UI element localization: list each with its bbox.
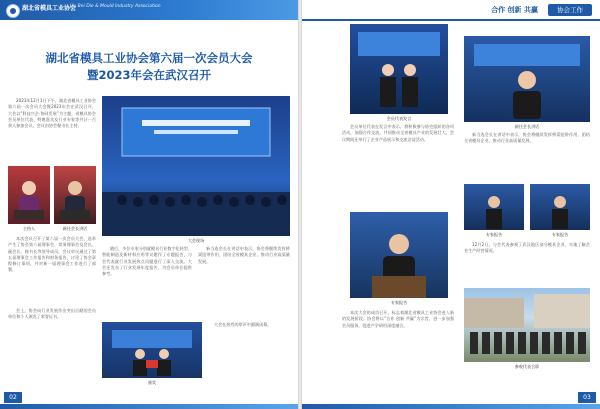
speaker-figure-icon — [464, 184, 524, 230]
article-column-1b: 本次会议召开了第六届一次会员大会，选举产生了协会第六届理事会、常务理事会及会长、副会长、秘书长等领导成员。会议审议通过了第五届理事会工作报告和财务报告，讨论了协会章程修订事项，并对新一届理事会工作进行了部署。 — [8, 236, 96, 273]
speaker-figure-icon — [8, 166, 50, 224]
article-column-1c: 会上，协会向行业发展作出突出贡献的会员单位和个人颁发了荣誉证书。 — [8, 308, 96, 320]
header-rule — [302, 19, 600, 21]
right-page — [302, 0, 600, 409]
photo-caption: 专家报告 — [485, 232, 503, 237]
photo-speaker-podium — [350, 212, 448, 298]
photo-speaker-1 — [8, 166, 50, 224]
page-number-right: 03 — [578, 392, 596, 403]
org-name-en: Hu Bei Die & Mould Industry Association — [70, 4, 161, 9]
article-column-4b: 12月2日，与会代表参观了武汉地区部分模具企业，实地了解企业生产经营情况。 — [464, 242, 590, 254]
speaker-figure-icon — [350, 212, 448, 298]
speaker-figure-icon — [464, 36, 590, 122]
photo-caption: 专家报告 — [551, 232, 569, 237]
photo-award — [102, 322, 202, 378]
footer-band — [0, 404, 298, 409]
photo-caption: 颁奖 — [147, 380, 157, 385]
article-column-2b: 新当选会长在讲话中表示，协会将继续发挥桥梁纽带作用，团结全省模具企业，推动行业高质量发展。 — [198, 246, 290, 264]
photo-group — [464, 288, 590, 362]
article-title — [10, 50, 288, 84]
photo-caption: 会员代表发言 — [386, 116, 412, 121]
slogan-text: 合作 创新 共赢 — [491, 6, 538, 14]
photo-caption: 参观代表合影 — [514, 364, 540, 369]
photo-caption: 主持人 — [22, 226, 36, 231]
award-ceremony-icon — [102, 322, 202, 378]
org-name-cn: 湖北省模具工业协会 — [22, 5, 77, 12]
speaker-figure-icon — [530, 184, 590, 230]
photo-stage-two-people — [350, 24, 448, 114]
association-logo-icon — [6, 4, 20, 18]
photo-conference-hall — [102, 96, 290, 236]
stage-figures-icon — [350, 24, 448, 114]
conference-stage-icon — [102, 96, 290, 236]
photo-speaker-2 — [54, 166, 96, 224]
title-line-1: 湖北省模具工业协会第六届一次会员大会 — [45, 51, 253, 65]
left-page — [0, 0, 298, 409]
page-number-left: 02 — [4, 392, 22, 403]
title-line-2: 暨2023年会在武汉召开 — [86, 68, 211, 82]
article-column-3: 会员单位代表在发言中表示，将积极参与协会组织的各项活动，加强合作交流，共同推动全省模具产业的发展壮大。会议期间还举行了企业产品展示和交流洽谈活动。 — [342, 124, 454, 142]
photo-caption: 新任会长讲话 — [62, 226, 88, 231]
group-photo-icon — [464, 288, 590, 362]
left-header — [0, 0, 298, 20]
photo-caption: 大会现场 — [187, 238, 205, 243]
section-tag: 协会工作 — [548, 4, 592, 16]
photo-small-2 — [530, 184, 590, 230]
right-header — [302, 0, 600, 20]
article-column-3b: 本次大会的成功召开，标志着湖北省模具工业协会进入新的发展阶段。协会将以“合作 创新 共赢”为宗旨，进一步加强会员服务，促进产学研用深度融合。 — [342, 310, 454, 328]
footer-band — [302, 404, 600, 409]
photo-speaker-right — [464, 36, 590, 122]
article-column-4: 新当选会长在讲话中表示，协会将继续发挥桥梁纽带作用，团结全省模具企业，推动行业高质量发展。 — [464, 132, 590, 144]
photo-caption: 新任会长讲话 — [514, 124, 540, 129]
article-column-2: 随后，多位专家分别就模具行业数字化转型、智能制造及新材料应用等议题作了专题报告，与会代表就行业发展热点问题进行了深入交流。大会还发布了行业发展年度报告，为会员单位提供参考。 — [102, 246, 192, 277]
photo-small-1 — [464, 184, 524, 230]
article-column-1: 2023年12月1日下午，湖北省模具工业协会第六届一次会员大会暨2023年会在武汉召开，大会以“科技兴企·协同发展”为主题，省模具协会会员单位代表、特邀嘉宾及行业专家等共计一百余人参加会议。会议由协会秘书长主持。 — [8, 98, 96, 129]
article-column-2c: 大会在热烈的掌声中圆满闭幕。 — [214, 322, 272, 327]
speaker-figure-icon — [54, 166, 96, 224]
photo-caption: 专家报告 — [390, 300, 408, 305]
